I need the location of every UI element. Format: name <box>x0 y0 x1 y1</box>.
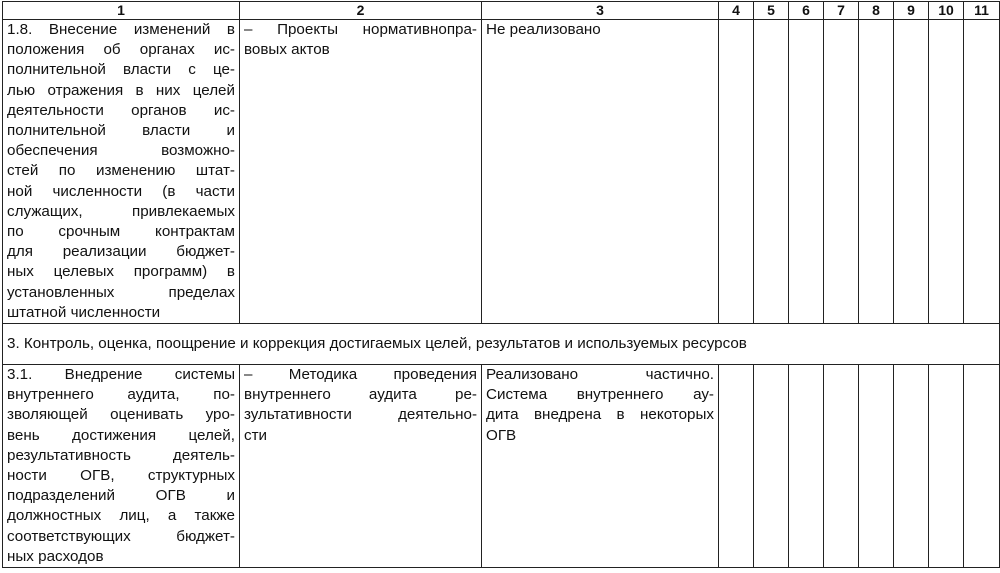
cell-text-line: дита внедрена в некоторых <box>486 406 714 424</box>
empty-cell <box>929 20 964 324</box>
cell-text-line: ной численности (в части <box>7 182 235 200</box>
plan-table <box>2 1 1000 568</box>
empty-cell <box>789 365 824 568</box>
column-header: 7 <box>824 2 859 20</box>
result-cell <box>240 20 482 324</box>
header-row <box>3 2 1000 20</box>
cell-text-line: вовых актов <box>244 41 330 59</box>
empty-cell <box>929 365 964 568</box>
cell-text-line: Система внутреннего ау- <box>486 386 714 404</box>
cell-text-line: деятельности органов ис- <box>7 101 235 119</box>
column-header: 5 <box>754 2 789 20</box>
cell-text-line: – Методика проведения <box>244 366 477 384</box>
cell-text-line: подразделений ОГВ и <box>7 487 235 505</box>
column-header: 11 <box>964 2 1000 20</box>
cell-text-line: вень достижения целей, <box>7 426 235 444</box>
empty-cell <box>964 365 1000 568</box>
empty-cell <box>894 20 929 324</box>
cell-text-line: зультативности деятельно- <box>244 406 477 424</box>
cell-text-line: для реализации бюджет- <box>7 243 235 261</box>
empty-cell <box>754 20 789 324</box>
cell-text-line: – Проекты нормативнопра- <box>244 21 477 38</box>
table-row <box>3 365 1000 568</box>
cell-text-line: Не реализовано <box>486 21 601 38</box>
cell-text-line: соответствующих бюджет- <box>7 527 235 545</box>
empty-cell <box>859 20 894 324</box>
cell-text-line: по срочным контрактам <box>7 223 235 241</box>
section-heading: 3. Контроль, оценка, поощрение и коррекция достигаемых целей, результатов и используемых ресурсов <box>3 324 1000 365</box>
cell-text-line: внутреннего аудита ре- <box>244 386 477 404</box>
empty-cell <box>754 365 789 568</box>
cell-text-line: стей по изменению штат- <box>7 162 235 180</box>
cell-text-line: внутреннего аудита, по- <box>7 386 235 404</box>
section-row <box>3 324 1000 365</box>
empty-cell <box>719 20 754 324</box>
cell-text-line: лью отражения в них целей <box>7 81 235 99</box>
column-header: 1 <box>3 2 240 20</box>
cell-text-line: 1.8. Внесение изменений в <box>7 21 235 38</box>
cell-text-line: служащих, привлекаемых <box>7 202 235 220</box>
result-cell <box>240 365 482 568</box>
empty-cell <box>789 20 824 324</box>
empty-cell <box>824 365 859 568</box>
cell-text-line: ных расходов <box>7 547 104 565</box>
measure-cell <box>3 365 240 568</box>
column-header: 6 <box>789 2 824 20</box>
empty-cell <box>824 20 859 324</box>
cell-text-line: полнительной власти и <box>7 122 235 140</box>
cell-text-line: 3.1. Внедрение системы <box>7 366 235 384</box>
column-header: 8 <box>859 2 894 20</box>
measure-cell <box>3 20 240 324</box>
cell-text-line: ности ОГВ, структурных <box>7 467 235 485</box>
cell-text-line: ных целевых программ) в <box>7 263 235 281</box>
column-header: 2 <box>240 2 482 20</box>
cell-text-line: зволяющей оценивать уро- <box>7 406 235 424</box>
empty-cell <box>719 365 754 568</box>
empty-cell <box>894 365 929 568</box>
empty-cell <box>859 365 894 568</box>
cell-text-line: сти <box>244 426 268 444</box>
column-header: 10 <box>929 2 964 20</box>
table-row <box>3 20 1000 324</box>
status-cell <box>482 365 719 568</box>
empty-cell <box>964 20 1000 324</box>
column-header: 4 <box>719 2 754 20</box>
column-header: 9 <box>894 2 929 20</box>
column-header: 3 <box>482 2 719 20</box>
cell-text-line: Реализовано частично. <box>486 366 714 384</box>
cell-text-line: обеспечения возможно- <box>7 142 235 160</box>
cell-text-line: полнительной власти с це- <box>7 61 235 79</box>
cell-text-line: должностных лиц, а также <box>7 507 235 525</box>
cell-text-line: штатной численности <box>7 303 161 321</box>
status-cell <box>482 20 719 324</box>
cell-text-line: ОГВ <box>486 426 517 444</box>
cell-text-line: установленных пределах <box>7 283 235 301</box>
cell-text-line: результативность деятель- <box>7 446 235 464</box>
cell-text-line: положения об органах ис- <box>7 41 235 59</box>
